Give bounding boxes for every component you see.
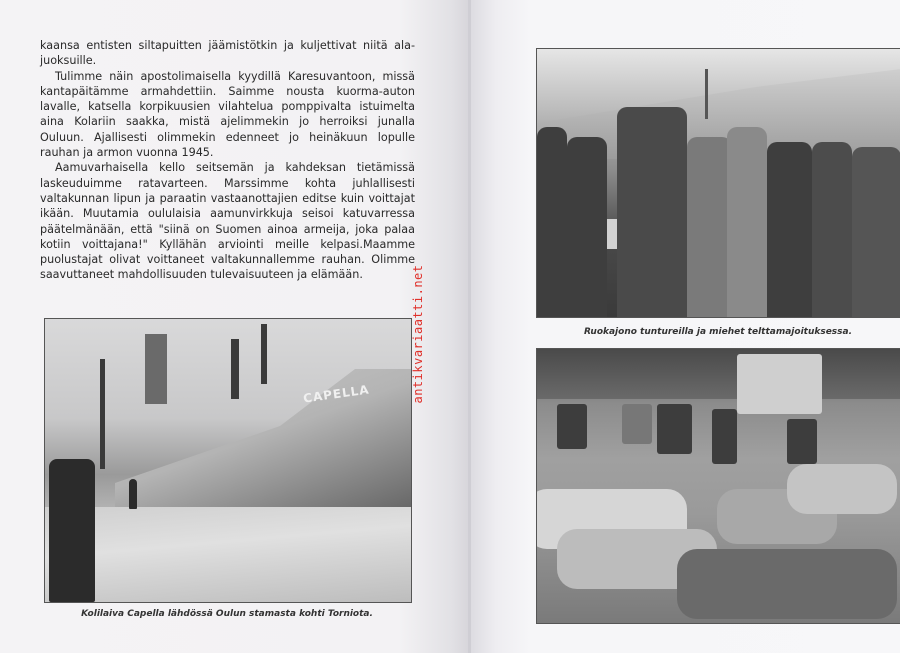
person [687, 137, 732, 317]
sleeping-bag [787, 464, 897, 514]
body-text [40, 38, 415, 283]
photo-food-queue [536, 48, 900, 318]
person [537, 127, 567, 317]
photo-caption: Ruokajono tuntureilla ja miehet telttamajoituksessa. [583, 327, 853, 337]
photo-ship-capella [44, 318, 412, 603]
paragraph: Aamuvarhaisella kello seitsemän ja kahdeksan tietämissä laskeuduimme ratavarteen. Marssimme kohta juhlallisesti valtakunnan lipun ja paraatin vastaanottajien editse kuin voittajat ikään. Muutamia oululaisia aamunvirkkuja seisoi katuvarressa päätelmänään, että "siinä on Suomen ainoa armeija, joka palaa kotiin voittajana!" Kyllähän arviointi meille kelpasi.Maamme puolustajat olivat voittaneet valtakunnallemme rauhan. Olimme saavuttaneet mahdollisuuden tulevaisuuteen ja elämään. [40, 161, 415, 282]
hanging-gear [557, 404, 587, 449]
photo-caption: Kolilaiva Capella lähdössä Oulun stamasta kohti Torniota. [81, 609, 373, 619]
tent-chimney [705, 69, 708, 119]
watermark [408, 235, 425, 435]
paragraph: Tulimme näin apostolimaisella kyydillä Karesuvantoon, missä kantapäitämme armahdettiin. Saimme nousta kuorma-auton lavalle, katsella korpikuusien vilahtelua pomppivalta istuimelta aina Kolariin saakka, mistä ajelimmekin jo herroiksi junalla Ouluun. Ajallisesti olimmekin edenneet jo heinäkuun lopulle rauhan ja armon vuonna 1945. [40, 69, 415, 160]
hanging-backpack [657, 404, 692, 454]
person [812, 142, 852, 317]
person [727, 127, 767, 317]
tent-roof [537, 349, 900, 399]
hanging-gear [622, 404, 652, 444]
boots [677, 549, 897, 619]
snowy-quay [45, 507, 411, 602]
ship-name-text: CAPELLA [302, 382, 371, 406]
hanging-cloth [737, 354, 822, 414]
person-drinking [617, 107, 687, 317]
ship-bridge [145, 334, 167, 404]
person-foreground [49, 459, 95, 602]
ship-mast [261, 324, 267, 384]
book-spine [468, 0, 471, 653]
watermark-text: antikvariaatti.net [411, 264, 425, 404]
person-distant [129, 479, 137, 509]
hanging-gear [712, 409, 737, 464]
person [567, 137, 607, 317]
paragraph-continuation: kaansa entisten siltapuitten jäämistötkin ja kuljettivat niitä ala-juoksuille. [40, 39, 415, 68]
ship-mast [100, 359, 105, 469]
person [852, 147, 900, 317]
hanging-gear [787, 419, 817, 464]
photo-tent-interior [536, 348, 900, 624]
person [767, 142, 812, 317]
ship-funnel [231, 339, 239, 399]
